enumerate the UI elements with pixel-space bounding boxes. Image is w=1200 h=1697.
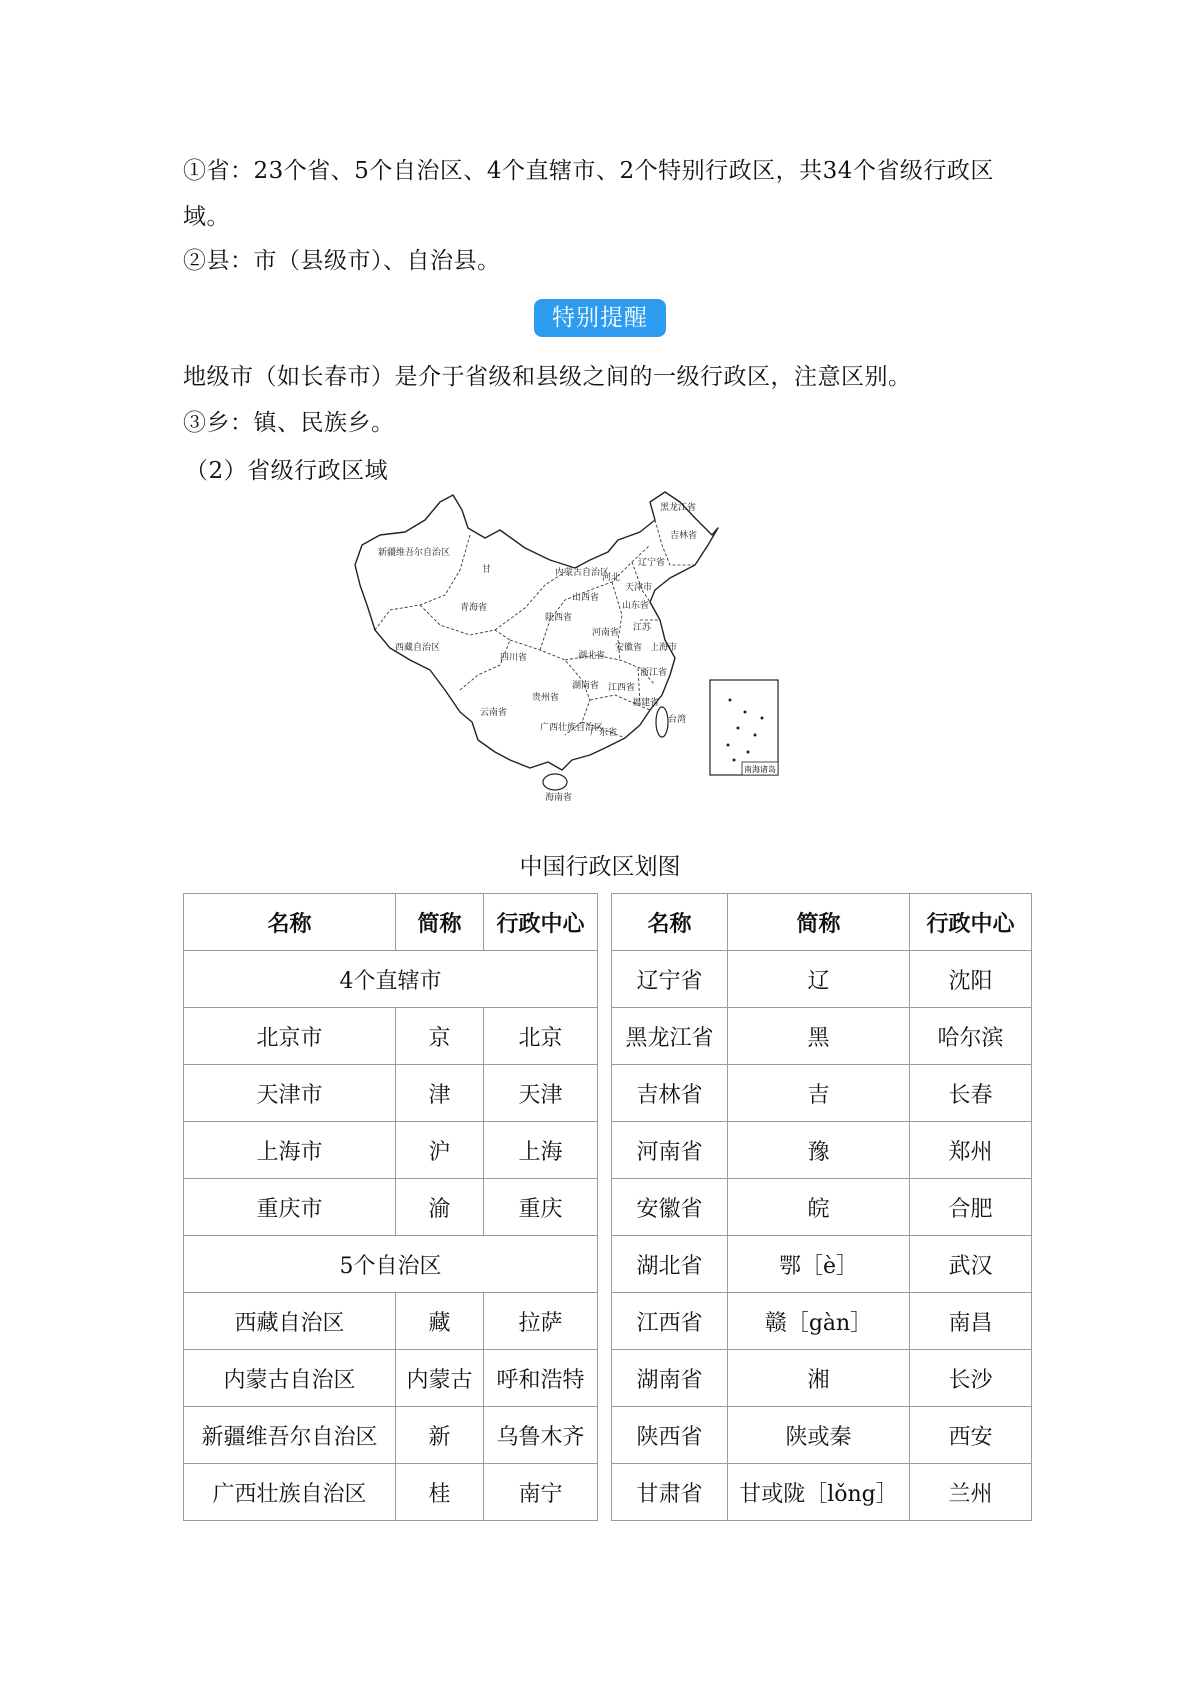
- table-gap-cell: [598, 951, 612, 1008]
- map-label-xinjiang: 新疆维吾尔自治区: [378, 548, 451, 558]
- map-label-shanxi: 山西省: [572, 593, 600, 603]
- table-cell: 长春: [910, 1065, 1032, 1122]
- table-cell: 沪: [396, 1122, 484, 1179]
- table-cell: 甘肃省: [612, 1464, 728, 1521]
- map-label-shanghai: 上海市: [650, 643, 678, 653]
- table-header-row: [184, 894, 1032, 951]
- map-label-sichuan: 四川省: [500, 653, 528, 663]
- map-label-gansu: 甘: [482, 565, 492, 575]
- table-cell: 乌鲁木齐: [484, 1407, 598, 1464]
- table-cell: 拉萨: [484, 1293, 598, 1350]
- table-cell: 内蒙古: [396, 1350, 484, 1407]
- table-cell: 渝: [396, 1179, 484, 1236]
- paragraph-provinces: ①省：23个省、5个自治区、4个直辖市、2个特别行政区，共34个省级行政区域。: [183, 158, 994, 230]
- table-cell: 合肥: [910, 1179, 1032, 1236]
- map-label-shandong: 山东省: [622, 601, 650, 611]
- table-cell: 天津: [484, 1065, 598, 1122]
- table-header-cell: 行政中心: [484, 894, 598, 951]
- map-label-guizhou: 贵州省: [532, 693, 560, 703]
- table-cell: 重庆市: [184, 1179, 396, 1236]
- table-cell: 赣［gàn］: [728, 1293, 910, 1350]
- table-cell: 吉: [728, 1065, 910, 1122]
- map-label-heilongjiang: 黑龙江省: [660, 503, 697, 513]
- table-row: [184, 1065, 1032, 1122]
- table-cell: 黑: [728, 1008, 910, 1065]
- table-row: [184, 1293, 1032, 1350]
- table-cell: 豫: [728, 1122, 910, 1179]
- table-cell: 呼和浩特: [484, 1350, 598, 1407]
- table-cell: 陕或秦: [728, 1407, 910, 1464]
- map-label-neimenggu: 内蒙古自治区: [555, 568, 610, 578]
- table-gap-cell: [598, 894, 612, 951]
- paragraph-townships: ③乡：镇、民族乡。: [183, 410, 395, 436]
- section-heading-provincial: （2）省级行政区域: [185, 458, 389, 484]
- paragraph-prefecture-note: 地级市（如长春市）是介于省级和县级之间的一级行政区，注意区别。: [183, 364, 912, 390]
- map-label-hubei: 湖北省: [578, 651, 606, 661]
- south-china-sea-inset: [710, 680, 778, 775]
- paragraph-counties: ②县：市（县级市）、自治县。: [183, 248, 501, 274]
- table-cell: 黑龙江省: [612, 1008, 728, 1065]
- table-cell: 湖北省: [612, 1236, 728, 1293]
- table-row: [184, 1407, 1032, 1464]
- table-gap-cell: [598, 1065, 612, 1122]
- table-cell: 西藏自治区: [184, 1293, 396, 1350]
- table-row: [184, 1350, 1032, 1407]
- map-label-guangxi: 广西壮族自治区: [540, 723, 604, 733]
- table-cell: 湘: [728, 1350, 910, 1407]
- table-cell: 安徽省: [612, 1179, 728, 1236]
- provincial-admin-table: [183, 893, 1032, 1521]
- table-row: [184, 1122, 1032, 1179]
- table-cell: 津: [396, 1065, 484, 1122]
- map-label-yunnan: 云南省: [480, 708, 508, 718]
- map-outline: [355, 492, 718, 770]
- map-label-xizang: 西藏自治区: [395, 643, 441, 653]
- table-cell: 南宁: [484, 1464, 598, 1521]
- table-cell: 天津市: [184, 1065, 396, 1122]
- table-cell: 新疆维吾尔自治区: [184, 1407, 396, 1464]
- table-row: [184, 1464, 1032, 1521]
- map-label-jilin: 吉林省: [670, 531, 698, 541]
- table-cell: 北京市: [184, 1008, 396, 1065]
- table-cell: 鄂［è］: [728, 1236, 910, 1293]
- taiwan-island: [656, 707, 668, 737]
- table-gap-cell: [598, 1236, 612, 1293]
- table-header-cell: 简称: [396, 894, 484, 951]
- table-cell: 陕西省: [612, 1407, 728, 1464]
- map-label-qinghai: 青海省: [460, 603, 488, 613]
- table-cell: 江西省: [612, 1293, 728, 1350]
- table-cell: 沈阳: [910, 951, 1032, 1008]
- table-row: [184, 951, 1032, 1008]
- map-label-hebei: 河北: [602, 573, 621, 583]
- map-label-tianjin: 天津市: [625, 583, 653, 593]
- table-cell: 湖南省: [612, 1350, 728, 1407]
- table-cell: 重庆: [484, 1179, 598, 1236]
- table-gap-cell: [598, 1293, 612, 1350]
- table-cell: 北京: [484, 1008, 598, 1065]
- table-cell: 哈尔滨: [910, 1008, 1032, 1065]
- table-row: [184, 1008, 1032, 1065]
- map-label-anhui: 安徽省: [615, 643, 643, 653]
- table-cell: 内蒙古自治区: [184, 1350, 396, 1407]
- table-cell: 甘或陇［lǒng］: [728, 1464, 910, 1521]
- table-header-cell: 名称: [184, 894, 396, 951]
- china-admin-map: [350, 490, 870, 840]
- map-label-jiangsu: 江苏: [633, 623, 652, 633]
- map-label-liaoning: 辽宁省: [638, 558, 666, 568]
- map-label-henan: 河南省: [592, 628, 620, 638]
- table-header-cell: 行政中心: [910, 894, 1032, 951]
- map-label-hainan: 海南省: [545, 793, 573, 803]
- table-cell: 辽宁省: [612, 951, 728, 1008]
- map-caption: 中国行政区划图: [519, 854, 681, 880]
- table-cell: 西安: [910, 1407, 1032, 1464]
- table-cell: 南昌: [910, 1293, 1032, 1350]
- table-row: [184, 1236, 1032, 1293]
- table-gap-cell: [598, 1464, 612, 1521]
- special-reminder-badge: 特别提醒: [534, 299, 666, 337]
- table-header-cell: 名称: [612, 894, 728, 951]
- table-section-title: 5个自治区: [184, 1236, 598, 1293]
- table-cell: 上海: [484, 1122, 598, 1179]
- table-cell: 京: [396, 1008, 484, 1065]
- table-header-cell: 简称: [728, 894, 910, 951]
- table-section-title: 4个直辖市: [184, 951, 598, 1008]
- hainan-island: [543, 774, 567, 790]
- table-cell: 长沙: [910, 1350, 1032, 1407]
- map-label-nanhai: 南海诸岛: [744, 765, 776, 774]
- table-gap-cell: [598, 1407, 612, 1464]
- map-label-shaanxi: 陕西省: [545, 613, 573, 623]
- table-cell: 辽: [728, 951, 910, 1008]
- table-gap-cell: [598, 1008, 612, 1065]
- table-cell: 新: [396, 1407, 484, 1464]
- table-cell: 皖: [728, 1179, 910, 1236]
- map-label-taiwan: 台湾: [668, 715, 687, 725]
- table-gap-cell: [598, 1122, 612, 1179]
- table-row: [184, 1179, 1032, 1236]
- table-cell: 桂: [396, 1464, 484, 1521]
- map-label-fujian: 福建省: [632, 698, 660, 708]
- table-cell: 兰州: [910, 1464, 1032, 1521]
- table-cell: 郑州: [910, 1122, 1032, 1179]
- map-label-jiangxi: 江西省: [608, 683, 636, 693]
- map-label-guangdong: 广东省: [590, 728, 618, 738]
- table-cell: 河南省: [612, 1122, 728, 1179]
- table-gap-cell: [598, 1350, 612, 1407]
- table-cell: 武汉: [910, 1236, 1032, 1293]
- table-cell: 广西壮族自治区: [184, 1464, 396, 1521]
- special-reminder-wrap: [0, 299, 1200, 337]
- table-cell: 藏: [396, 1293, 484, 1350]
- map-label-hunan: 湖南省: [572, 681, 600, 691]
- table-cell: 吉林省: [612, 1065, 728, 1122]
- table-cell: 上海市: [184, 1122, 396, 1179]
- map-label-zhejiang: 浙江省: [640, 668, 668, 678]
- table-gap-cell: [598, 1179, 612, 1236]
